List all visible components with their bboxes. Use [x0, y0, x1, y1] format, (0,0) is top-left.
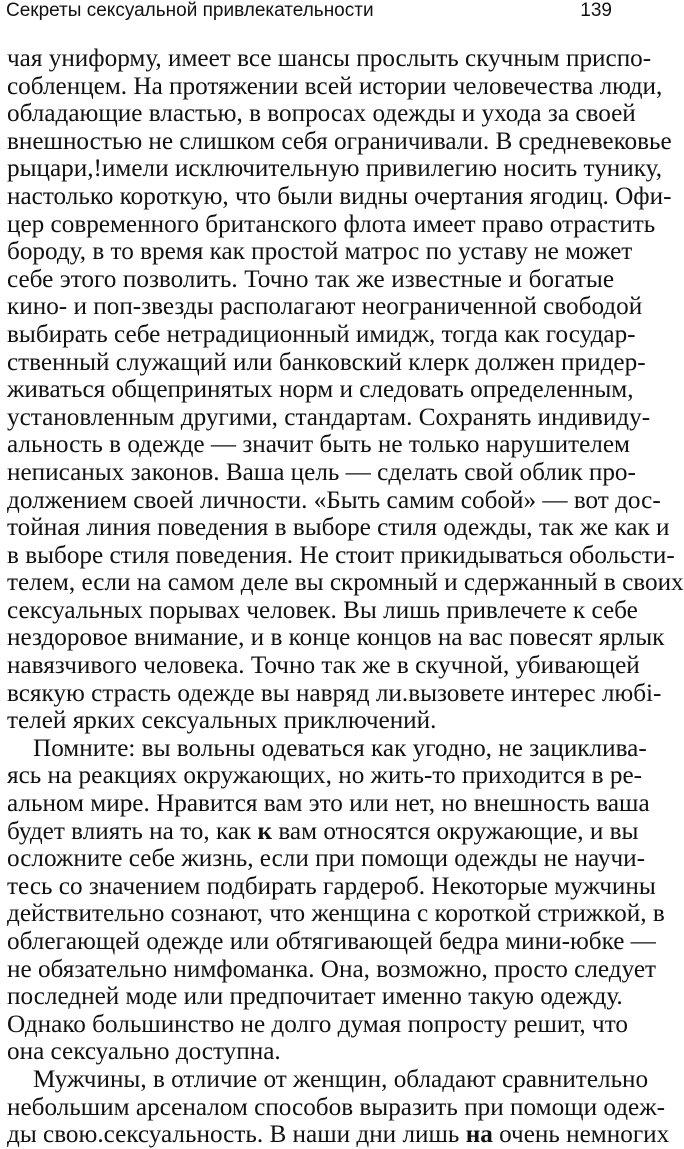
text-line: нездоровое внимание, и в конце концов на вас повесят ярлык: [7, 624, 665, 652]
text-line: всякую страсть одежде вы навряд ли.вызовете интерес любi-: [7, 679, 662, 707]
page-header: [6, 0, 612, 26]
paragraph: [7, 45, 684, 735]
text-line: живаться общепринятых норм и следовать определенным,: [7, 376, 634, 404]
text-run: будет влиять на то, как: [7, 817, 258, 845]
running-head: Секреты сексуальной привлекательности: [6, 0, 374, 21]
text-line: настолько короткую, что были видны очертания ягодиц. Офи-: [7, 182, 672, 210]
text-line: ясь на реакциях окружающих, но жить-то приходится в ре-: [7, 762, 643, 790]
text-line: Мужчины, в отличие от женщин, обладают сравнительно: [33, 1065, 649, 1093]
text-line: чая униформу, имеет все шансы прослыть скучным приспо-: [7, 45, 652, 72]
text-line: неписаных законов. Ваша цель — сделать свой облик про-: [7, 458, 636, 486]
page-number: 139: [580, 0, 612, 21]
text-line: сексуальных порывах человек. Вы лишь привлечете к себе: [7, 596, 638, 624]
text-line: внешностью не слишком себя ограничивали. В средневековье: [7, 127, 672, 155]
text-line: ственный служащий или банковский клерк должен придер-: [7, 348, 646, 376]
text-line: действительно сознают, что женщина с короткой стрижкой, в: [7, 900, 665, 928]
text-line: [7, 817, 639, 846]
text-line: тесь со значением подбирать гардероб. Некоторые мужчины: [7, 872, 656, 900]
text-line: альность в одежде — значит быть не только нарушителем: [7, 431, 630, 459]
body-text: [7, 45, 684, 1149]
text-line: навязчивого человека. Точно так же в скучной, убивающей: [7, 652, 640, 680]
text-line: последней моде или предпочитает именно такую одежду.: [7, 983, 623, 1011]
bold-word: на: [465, 1121, 493, 1149]
text-run: вам относятся окружающие, и вы: [272, 817, 639, 845]
text-line: [7, 1121, 670, 1149]
text-line: бороду, в то время как простой матрос по уставу не может: [7, 238, 633, 266]
text-line: телем, если на самом деле вы скромный и сдержанный в своих: [7, 569, 684, 597]
text-line: кино- и поп-звезды располагают неограниченной свободой: [7, 293, 643, 321]
text-line: выбирать себе нетрадиционный имидж, тогда как государ-: [7, 320, 636, 348]
text-line: небольшим арсеналом способов выразить при помощи одеж-: [7, 1093, 665, 1121]
text-line: рыцари,!имели исключительную привилегию носить тунику,: [7, 155, 662, 183]
text-line: она сексуально доступна.: [7, 1038, 281, 1066]
text-line: осложните себе жизнь, если при помощи одежды не научи-: [7, 845, 646, 873]
text-run: ды свою.сексуальность. В наши дни лишь: [7, 1121, 466, 1149]
bold-word: к: [257, 817, 273, 845]
text-line: установленным другими, стандартам. Сохранять индивиду-: [7, 403, 651, 431]
text-line: не обязательно нимфоманка. Она, возможно, просто следует: [7, 955, 657, 983]
text-line: телей ярких сексуальных приключений.: [7, 707, 437, 735]
text-run: очень немногих: [492, 1121, 670, 1149]
text-line: тойная линия поведения в выборе стиля одежды, так же как и: [7, 514, 670, 542]
text-line: Помните: вы вольны одеваться как угодно, не зациклива-: [33, 734, 647, 762]
text-line: собленцем. На протяжении всей истории человечества люди,: [7, 72, 663, 100]
text-line: себе этого позволить. Точно так же известные и богатые: [7, 265, 614, 293]
paragraph: [7, 734, 665, 1066]
text-line: облегающей одежде или обтягивающей бедра мини-юбке —: [7, 928, 656, 955]
text-line: должением своей личности. «Быть самим собой» — вот дос-: [7, 486, 661, 514]
text-line: обладающие властью, в вопросах одежды и ухода за своей: [7, 100, 636, 128]
text-line: в выборе стиля поведения. Не стоит прикидываться обольсти-: [7, 541, 675, 569]
paragraph: [7, 1065, 670, 1149]
text-line: Однако большинство не долго думая попросту решит, что: [7, 1010, 628, 1038]
text-line: альном мире. Нравится вам это или нет, но внешность ваша: [7, 790, 650, 818]
text-line: цер современного британского флота имеет право отрастить: [7, 210, 656, 238]
